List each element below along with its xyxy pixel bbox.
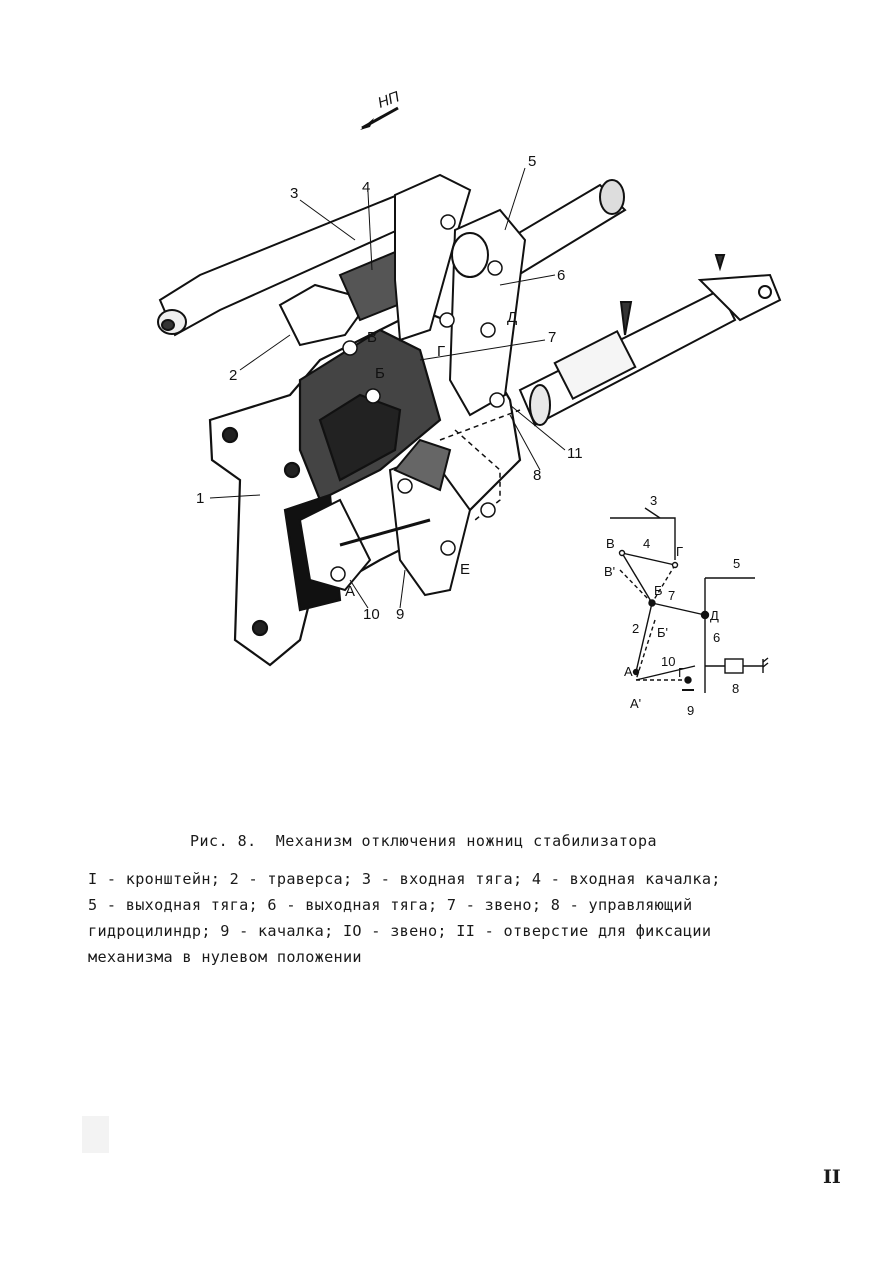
page-number: II (823, 1166, 841, 1188)
direction-arrow (360, 88, 402, 130)
svg-text:5: 5 (733, 556, 741, 571)
svg-text:А': А' (630, 696, 642, 711)
svg-text:Г: Г (678, 665, 686, 680)
svg-text:4: 4 (643, 536, 651, 551)
callout-1: 1 (196, 490, 205, 507)
callout-10: 10 (363, 606, 380, 623)
legend-line: механизма в нулевом положении (88, 948, 362, 966)
point-v: В (367, 329, 378, 346)
svg-text:Д: Д (710, 608, 719, 623)
legend-line: 5 - выходная тяга; 6 - выходная тяга; 7 - звено; 8 - управляющий (88, 896, 693, 914)
point-a: А (345, 583, 356, 600)
callout-2: 2 (229, 367, 238, 384)
svg-text:3: 3 (650, 493, 658, 508)
svg-text:А: А (624, 664, 633, 679)
kinematic-schematic (610, 508, 768, 693)
callout-7: 7 (548, 329, 557, 346)
callout-4: 4 (362, 179, 371, 196)
callout-8: 8 (533, 467, 542, 484)
legend-line: гидроцилиндр; 9 - качалка; IO - звено; II - отверстие для фиксации (88, 922, 712, 940)
callout-9: 9 (396, 606, 405, 623)
figure-legend (88, 866, 848, 970)
svg-text:2: 2 (632, 621, 640, 636)
svg-text:Б': Б' (657, 625, 669, 640)
callout-3: 3 (290, 185, 299, 202)
svg-text:9: 9 (687, 703, 695, 718)
svg-text:6: 6 (713, 630, 721, 645)
point-b: Б (375, 365, 385, 382)
callout-6: 6 (557, 267, 566, 284)
point-e: Е (460, 561, 471, 578)
svg-text:В: В (606, 536, 615, 551)
point-d: Д (507, 309, 518, 326)
scan-smudge (82, 1116, 109, 1153)
point-g: Г (437, 343, 446, 360)
svg-text:8: 8 (732, 681, 740, 696)
callout-5: 5 (528, 153, 537, 170)
svg-text:7: 7 (668, 588, 676, 603)
svg-text:10: 10 (661, 654, 676, 669)
schematic-labels (604, 493, 740, 718)
svg-text:В': В' (604, 564, 616, 579)
callout-11: 11 (567, 445, 583, 462)
figure-caption: Рис. 8. Механизм отключения ножниц стабилизатора (190, 832, 658, 850)
direction-label: НП (375, 88, 402, 112)
svg-text:Б: Б (654, 583, 663, 598)
legend-line: I - кронштейн; 2 - траверса; 3 - входная тяга; 4 - входная качалка; (88, 870, 721, 888)
svg-text:Г: Г (676, 544, 684, 559)
